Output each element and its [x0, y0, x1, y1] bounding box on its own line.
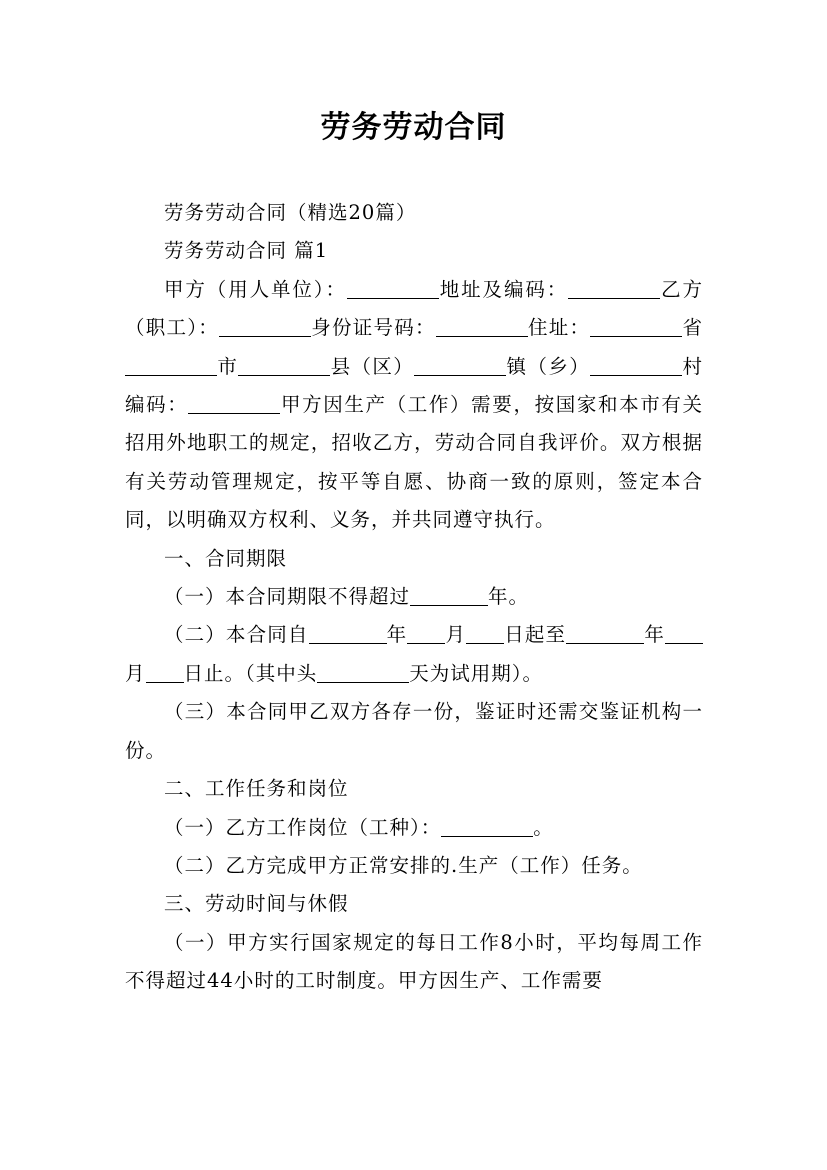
year-label: 年 [386, 623, 408, 647]
blank-field [125, 353, 217, 375]
trial-prefix: （其中头 [245, 661, 318, 685]
party-b-label: 乙方（职工）： [125, 277, 703, 340]
blank-field [410, 584, 488, 606]
township-label: （乡） [527, 354, 591, 378]
blank-field [347, 276, 439, 298]
item-text: （一）本合同期限不得超过 [164, 585, 411, 609]
blank-field [566, 622, 644, 644]
province-label: 省 [682, 316, 703, 340]
blank-field [436, 315, 528, 337]
blank-field [238, 353, 330, 375]
trial-suffix: 天为试用期）。 [409, 661, 544, 685]
month-label: 月 [125, 661, 146, 685]
section-1-item-3: （三）本合同甲乙双方各存一份，鉴证时还需交鉴证机构一份。 [125, 700, 703, 762]
preamble-text: 甲方因生产（工作）需要，按国家和本市有关招用外地职工的规定，招收乙方，劳动合同自我评价。双方根据有关劳动管理规定，按平等自愿、协商一致的原则，签定本合同，以明确双方权利、义务，并共同遵守执行。 [125, 393, 703, 532]
blank-field [568, 276, 660, 298]
village-code-label: 村编码： [125, 354, 703, 417]
town-label: 镇 [506, 354, 528, 378]
section-1-item-2 [125, 616, 703, 693]
section-1-heading: 一、合同期限 [164, 546, 288, 570]
blank-field [466, 622, 504, 644]
month-label: 月 [445, 623, 467, 647]
subtitle: 劳务劳动合同（精选20篇） [164, 201, 417, 224]
blank-field [309, 622, 387, 644]
section-2-item-1 [125, 809, 703, 847]
blank-field [590, 315, 682, 337]
city-label: 市 [217, 354, 239, 378]
residence-label: 住址： [527, 316, 591, 340]
blank-field [146, 660, 184, 682]
county-label: 县（区） [330, 354, 415, 378]
section-1-item-1 [125, 578, 703, 616]
day-from-label: 日起至 [504, 623, 567, 647]
blank-field [665, 622, 703, 644]
blank-field [590, 353, 682, 375]
blank-field [219, 315, 311, 337]
article-heading: 劳务劳动合同 篇1 [164, 239, 329, 263]
address-label: 地址及编码： [438, 277, 569, 301]
party-a-label: 甲方（用人单位）： [164, 277, 347, 301]
section-3-item-1: （一）甲方实行国家规定的每日工作8小时，平均每周工作不得超过44小时的工时制度。甲方因生产、工作需要 [125, 930, 703, 993]
day-until-label: 日止。 [183, 661, 246, 685]
blank-field [407, 622, 445, 644]
document-body [125, 194, 703, 1001]
parties-paragraph [125, 271, 703, 540]
section-3-heading: 三、劳动时间与休假 [164, 892, 349, 916]
blank-field [188, 392, 280, 414]
blank-field [441, 814, 533, 836]
item-text: 。 [533, 815, 554, 839]
section-2-item-2: （二）乙方完成甲方正常安排的.生产（工作）任务。 [164, 853, 643, 877]
section-2-heading: 二、工作任务和岗位 [164, 777, 349, 801]
year-label: 年 [644, 623, 665, 647]
blank-field [317, 660, 409, 682]
item-text: （一）乙方工作岗位（工种）： [164, 815, 442, 839]
document-title: 劳务劳动合同 [320, 110, 507, 145]
id-label: 身份证号码： [310, 316, 436, 340]
item-text: 年。 [488, 585, 530, 609]
item-text: （二）本合同自 [164, 623, 309, 647]
blank-field [414, 353, 506, 375]
